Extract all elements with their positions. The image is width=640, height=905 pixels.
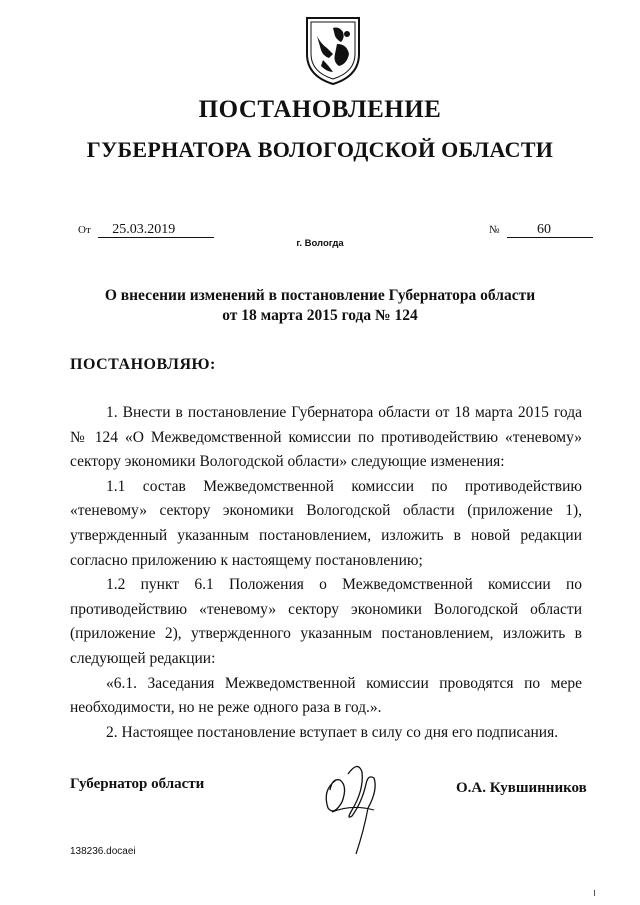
number-prefix: № <box>489 224 500 236</box>
decree-word: ПОСТАНОВЛЯЮ: <box>70 356 216 373</box>
signer-name: О.А. Кувшинников <box>456 780 587 796</box>
paragraph-quote-6-1: «6.1. Заседания Межведомственной комиссии проводятся по мере необходимости, но не реже одного раза в год.». <box>70 674 582 717</box>
signer-position: Губернатор области <box>70 776 205 792</box>
title-line-1: О внесении изменений в постановление Губернатора области <box>104 287 536 304</box>
date-prefix: От <box>78 224 91 236</box>
file-name-label: 138236.docaei <box>70 846 136 857</box>
document-title <box>0 286 640 326</box>
issuing-authority-heading: ГУБЕРНАТОРА ВОЛОГОДСКОЙ ОБЛАСТИ <box>86 137 554 162</box>
paragraph-1-1: 1.1 состав Межведомственной комиссии по противодействию «теневому» сектору экономики Вологодской области (приложение 1), утвержденный указанным постановлением, изложить в новой редакции согласно приложению к настоящему постановлению; <box>70 477 582 569</box>
handwritten-signature <box>318 750 388 860</box>
coat-of-arms-icon <box>303 14 363 86</box>
scan-mark <box>594 890 595 896</box>
paragraph-2: 2. Настоящее постановление вступает в силу со дня его подписания. <box>106 723 559 741</box>
document-body <box>70 401 582 745</box>
paragraph-1: 1. Внести в постановление Губернатора области от 18 марта 2015 года № 124 «О Межведомственной комиссии по противодействию «теневому» сектору экономики Вологодской области» следующие изменения: <box>70 404 582 471</box>
document-date <box>78 222 214 238</box>
number-value: 60 <box>507 222 593 238</box>
document-number <box>489 222 593 238</box>
paragraph-1-2: 1.2 пункт 6.1 Положения о Межведомственной комиссии по противодействию «теневому» сектору экономики Вологодской области (приложение 2), утвержденного указанным постановлением, изложить в следующей редакции: <box>70 576 582 667</box>
document-type-heading: ПОСТАНОВЛЕНИЕ <box>198 96 442 123</box>
date-value: 25.03.2019 <box>98 222 214 238</box>
title-line-2: от 18 марта 2015 года № 124 <box>222 307 418 324</box>
city-label: г. Вологда <box>296 238 344 249</box>
